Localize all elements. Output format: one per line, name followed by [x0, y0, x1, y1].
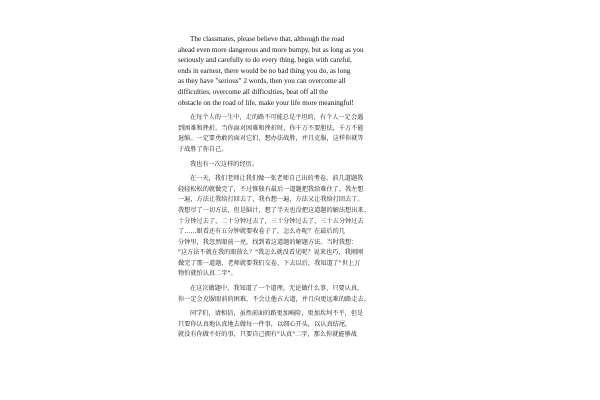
chinese-paragraph [178, 160, 410, 171]
chinese-line: 同学们，请相信，虽然前面的路更加崎险，更加坎坷不平，但是 [190, 310, 364, 318]
chinese-line: 在每个人的一生中，走的路不可能总是平坦的，有个人一定会遇 [190, 114, 364, 122]
english-line: as they have "serious" 2 words, then you can overcome all [178, 77, 346, 86]
chinese-line: 做完了那一道题，老师就要我们交卷，下去以后，我知道了"世上万 [178, 259, 361, 267]
chinese-line: 于战胜了你自己。 [178, 145, 228, 153]
chinese-paragraph [178, 113, 410, 155]
chinese-line: 在这次做题中，我知道了一个道理，无论做什么事，只要认真， [190, 285, 364, 293]
chinese-line: 就没有你做不好的事，只要自己拥有"认真"二字，那么你就能够战 [178, 331, 357, 339]
chinese-paragraph [178, 309, 410, 341]
chinese-paragraph [178, 284, 410, 305]
chinese-line: 轻轻松松的就做完了，不过惟独有最后一道题把我给难住了，我左想 [178, 185, 364, 193]
chinese-line: 我想尽了一切方法，但是脑汁，想了半天也没把这道题的解法想出来。 [178, 206, 370, 214]
document-page [178, 34, 410, 345]
chinese-line: 十分钟过去了，二十分钟过去了，三十分钟过去了，三十五分钟过去 [178, 217, 364, 225]
english-line: The classmates, please believe that, although the road [190, 35, 345, 43]
chinese-line: 我也有一次这样的经历。 [190, 160, 259, 168]
chinese-line: "这方法不就在我的眼前么？"我怎么就没看见呢？说来也巧，我刚刚 [178, 249, 364, 257]
english-line: ends in earnest, there would be no bad thing you do, as long [178, 66, 351, 75]
chinese-line: 一遍，方法让我给打回去了，我右想一遍，方法又让我给打回去了。 [178, 196, 364, 204]
chinese-line: 分钟里，我忽然眼前一亮，找到着这道题的解题方法。当时我想： [178, 238, 358, 246]
english-line: obstacle on the road of life, make your life more meaningful! [178, 98, 354, 107]
chinese-line: 你一定会克服眼前的困难，不会让他占大道，并且向更远难的路走去。 [178, 295, 370, 303]
chinese-line: 到困难和挫折。当你面对困难和挫折时，你千万不要胆怯，千万不能 [178, 124, 364, 132]
english-line: seriously and carefully to do every thing, begin with careful, [178, 56, 352, 65]
chinese-line: 退缩。一定要勇敢的面对它们，想办法战胜，并且克服，这样你就等 [178, 135, 364, 143]
chinese-paragraph [178, 174, 410, 280]
english-paragraph [178, 34, 410, 108]
chinese-line: 了……眼看还有五分钟就要收卷子了，怎么办呢？在最后的几 [178, 228, 346, 236]
chinese-line: 只要你认真地认真地去做每一件事，以细心开头，以认真结尾， [178, 320, 352, 328]
english-line: difficulties, overcome all difficulties, beat off all the [178, 87, 328, 96]
english-line: ahead even more dangerous and more bumpy, but as long as you [178, 45, 364, 54]
chinese-line: 在一天，我们老师让我们做一张老师自己出的考卷，前几道题我 [190, 175, 364, 183]
chinese-line: 物怕就怕认真二字"。 [178, 270, 237, 278]
